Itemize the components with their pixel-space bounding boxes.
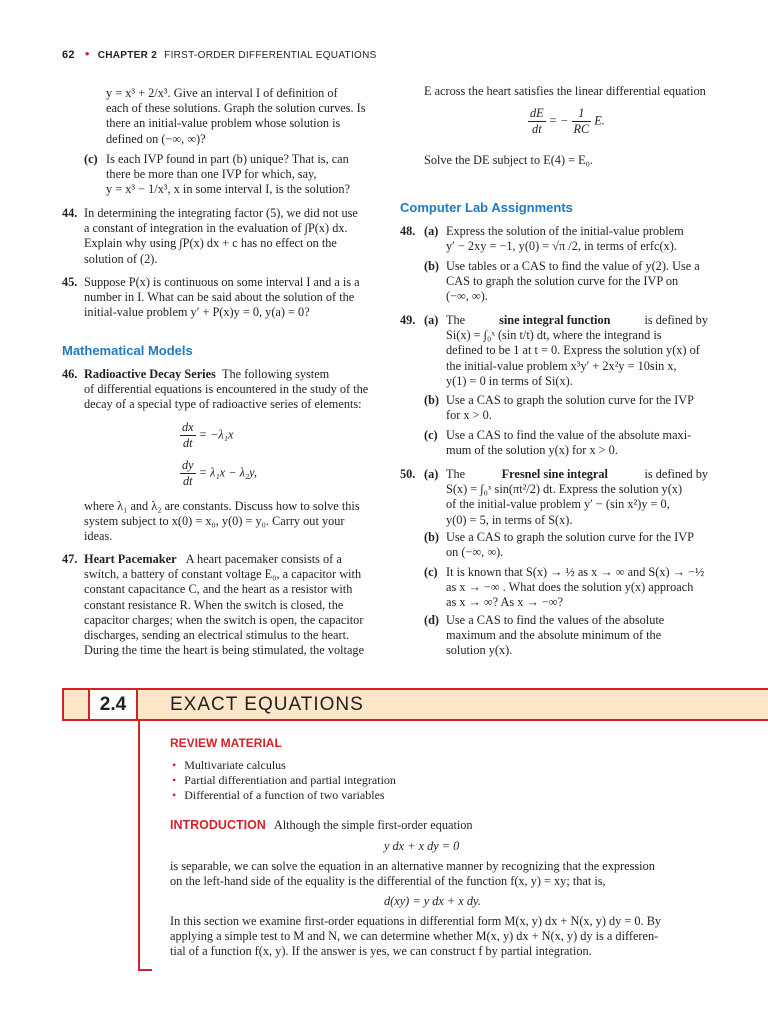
section-banner-left-box [62, 688, 88, 721]
text-line: discharges, sending an electrical stimulus to the heart. [84, 628, 350, 643]
problem-number: 47. [62, 552, 78, 566]
problem-title: Heart Pacemaker [84, 552, 177, 566]
bullet-icon: • [172, 773, 177, 787]
review-item: • Partial differentiation and partial integration [172, 773, 396, 787]
text-line: Is each IVP found in part (b) unique? That is, can [106, 152, 349, 166]
text-line: each of these solutions. Graph the solution curves. Is [106, 101, 366, 116]
equation-tail: E. [594, 113, 605, 128]
running-head [62, 46, 377, 63]
text-line: In this section we examine first-order equations in differential form M(x, y) dx + N(x, y) dy = 0. By [170, 914, 662, 928]
text-line: there an initial-value problem whose solution is [106, 116, 341, 131]
problem-49c [446, 428, 708, 458]
introduction-line [170, 818, 473, 833]
text-line: CAS to graph the solution curve for the IVP on [446, 274, 679, 289]
text-line: initial-value problem y′ + P(x)y = 0, y(a) = 0? [84, 305, 310, 320]
equation-rhs: = λ₁x − λ₂y, [198, 465, 258, 480]
chapter-label: CHAPTER 2 [97, 50, 158, 61]
part-label: (b) [424, 259, 440, 273]
text-line: During the time the heart is being stimulated, the voltage [84, 643, 365, 658]
section-title: EXACT EQUATIONS [170, 694, 364, 715]
fraction-numerator: dx [180, 420, 196, 436]
bullet-icon: • [172, 758, 177, 772]
problem-46-continued [84, 499, 370, 545]
text-line: defined on (−∞, ∞)? [106, 131, 206, 146]
bullet-icon: • [172, 788, 177, 802]
text-line: The following system [221, 367, 330, 381]
problem-number: 48. [400, 224, 416, 238]
text-line: where λ₁ and λ₂ are constants. Discuss how to solve this [84, 499, 360, 513]
problem-44 [84, 206, 370, 267]
text-line: Although the simple first-order equation [273, 818, 473, 832]
problem-number: 50. [400, 467, 416, 481]
text-line: is separable, we can solve the equation in an alternative manner by recognizing that the expression [170, 859, 655, 873]
text-line: there be more than one IVP for which, say, [106, 167, 317, 182]
problem-number: 49. [400, 313, 416, 327]
text-line: system subject to x(0) = x₀, y(0) = y₀. Carry out your [84, 514, 345, 529]
text-line: as x → ∞? As x → −∞? [446, 595, 564, 610]
section-banner [62, 688, 768, 721]
text-line: of differential equations is encountered in the study of the [84, 382, 369, 397]
problem-47-solve: Solve the DE subject to E(4) = E₀. [424, 153, 593, 167]
text-line: tial of a function f(x, y). If the answer is yes, we can construct f by partial integration. [170, 944, 592, 959]
text-line: Use tables or a CAS to find the value of y(2). Use a [446, 259, 700, 273]
section-number: 2.4 [99, 694, 127, 715]
part-label: (c) [84, 152, 98, 166]
review-item: • Differential of a function of two variables [172, 788, 385, 802]
introduction-label: INTRODUCTION [170, 818, 266, 832]
problem-48a [446, 224, 708, 254]
problem-title: Radioactive Decay Series [84, 367, 216, 381]
problem-number: 45. [62, 275, 78, 289]
problem-47 [84, 552, 370, 658]
intro-equation-2: d(xy) = y dx + x dy. [384, 894, 481, 908]
problem-50b [446, 530, 708, 560]
section-side-rule-end [138, 969, 152, 971]
text-line: Use a CAS to graph the solution curve for the IVP [446, 530, 694, 544]
text-line: on the left-hand side of the equality is the differential of the function f(x, y) = xy; that is, [170, 874, 606, 889]
text-line: y(1) = 0 in terms of Si(x). [446, 373, 573, 388]
fraction-denominator: dt [532, 122, 542, 137]
section-heading-lab: Computer Lab Assignments [400, 200, 573, 215]
text-line: on (−∞, ∞). [446, 545, 504, 560]
equation-dE-dt [528, 106, 605, 137]
part-label: (a) [424, 467, 439, 481]
text-line: y = x³ + 2/x³. Give an interval I of definition of [106, 86, 338, 100]
text-line: for x > 0. [446, 408, 492, 423]
text-line: y′ − 2xy = −1, y(0) = √π /2, in terms of erfc(x). [446, 239, 677, 254]
equals-minus: = − [548, 113, 569, 128]
text-line: y = x³ − 1/x³, x in some interval I, is the solution? [106, 182, 350, 197]
part-label: (b) [424, 393, 440, 407]
fraction-denominator: dt [183, 474, 193, 489]
part-label: (d) [424, 613, 440, 627]
part-label: (a) [424, 224, 439, 238]
problem-50c [446, 565, 708, 611]
text-line: capacitor charges; when the switch is open, the capacitor [84, 612, 364, 627]
section-heading-models: Mathematical Models [62, 343, 193, 358]
problem-48b [446, 259, 708, 305]
problem-43-continuation [106, 86, 370, 147]
text-line: decay of a special type of radioactive series of elements: [84, 397, 362, 412]
fraction-denominator: RC [573, 122, 590, 137]
text-line: solution y(x). [446, 643, 513, 658]
part-label: (b) [424, 530, 440, 544]
fraction-numerator: 1 [572, 106, 592, 122]
text-line: mum of the solution y(x) for x > 0. [446, 443, 618, 458]
problem-49b [446, 393, 708, 423]
problem-49a: The sine integral function is defined by Si(x) = ∫₀ˣ (sin t/t) dt, where the integrand is defined to be 1 at t = 0. Express the solution y(x) of the initial-value problem x³y′ + 2x²y = 10sin x, y(1) = 0 in terms of Si(x). [446, 313, 708, 388]
text-line: constant resistance R. When the switch is closed, the [84, 597, 344, 612]
problem-45 [84, 275, 370, 321]
problem-50d [446, 613, 708, 659]
page-number: 62 [62, 49, 75, 61]
bullet-separator: • [84, 46, 90, 61]
text-line: A heart pacemaker consists of a [185, 552, 342, 566]
section-side-rule [138, 721, 140, 971]
review-material-heading: REVIEW MATERIAL [170, 736, 282, 750]
text-line: switch, a battery of constant voltage E₀, a capacitor with [84, 567, 362, 582]
problem-46 [84, 367, 370, 413]
equation-dx-dt [180, 420, 233, 451]
text-line: solution of (2). [84, 251, 158, 266]
equation-dy-dt [180, 458, 257, 489]
text-line: y(0) = 5, in terms of S(x). [446, 512, 573, 527]
problem-50a: The Fresnel sine integral is defined by S(x) = ∫₀ˣ sin(πt²/2) dt. Express the solution y(x) of the initial-value problem y′ − (sin x²)y = 0, y(0) = 5, in terms of S(x). [446, 467, 708, 527]
text-line: Suppose P(x) is continuous on some interval I and a is a [84, 275, 360, 289]
intro-equation-1: y dx + x dy = 0 [384, 839, 460, 853]
fraction-numerator: dy [180, 458, 196, 474]
text-line: maximum and the absolute minimum of the [446, 628, 662, 643]
introduction-body [170, 859, 710, 889]
text-line: Si(x) = ∫₀ˣ (sin t/t) dt, where the integrand is [446, 328, 662, 343]
equation-rhs: = −λ₁x [198, 427, 234, 442]
text-line: defined to be 1 at t = 0. Express the solution y(x) of [446, 343, 700, 358]
problem-47-continued: E across the heart satisfies the linear differential equation [424, 84, 706, 98]
text-line: Use a CAS to find the values of the absolute [446, 613, 665, 627]
text-line: Express the solution of the initial-value problem [446, 224, 684, 238]
fraction-numerator: dE [528, 106, 546, 122]
problem-43c [106, 152, 370, 198]
text-line: the initial-value problem x³y′ + 2x²y = 10sin x, [446, 358, 677, 373]
chapter-title: FIRST-ORDER DIFFERENTIAL EQUATIONS [164, 50, 377, 61]
term-fresnel: Fresnel sine integral [501, 467, 608, 481]
problem-number: 46. [62, 367, 78, 381]
text-line: (−∞, ∞). [446, 289, 488, 304]
text-line: In determining the integrating factor (5), we did not use [84, 206, 358, 220]
text-line: ideas. [84, 529, 113, 544]
text-line: constant capacitance C, and the heart as a resistor with [84, 582, 353, 597]
part-label: (c) [424, 565, 438, 579]
review-item: • Multivariate calculus [172, 758, 286, 772]
text-line: Explain why using ∫P(x) dx + c has no effect on the [84, 236, 337, 251]
text-line: as x → −∞ . What does the solution y(x) approach [446, 580, 694, 595]
fraction-denominator: dt [183, 436, 193, 451]
text-line: of the initial-value problem y′ − (sin x²)y = 0, [446, 497, 670, 512]
text-line: S(x) = ∫₀ˣ sin(πt²/2) dt. Express the solution y(x) [446, 482, 683, 497]
problem-number: 44. [62, 206, 78, 220]
text-line: It is known that S(x) → ½ as x → ∞ and S(x) → −½ [446, 565, 705, 579]
text-line: Use a CAS to graph the solution curve for the IVP [446, 393, 694, 407]
part-label: (c) [424, 428, 438, 442]
text-line: Use a CAS to find the value of the absolute maxi- [446, 428, 692, 442]
text-line: a constant of integration in the evaluation of ∫P(x) dx. [84, 221, 348, 236]
part-label: (a) [424, 313, 439, 327]
term-sine-integral: sine integral function [499, 313, 611, 327]
text-line: applying a simple test to M and N, we can determine whether M(x, y) dx + N(x, y) dy is a differen- [170, 929, 659, 944]
text-line: number in I. What can be said about the solution of the [84, 290, 355, 305]
introduction-body-2 [170, 914, 710, 960]
